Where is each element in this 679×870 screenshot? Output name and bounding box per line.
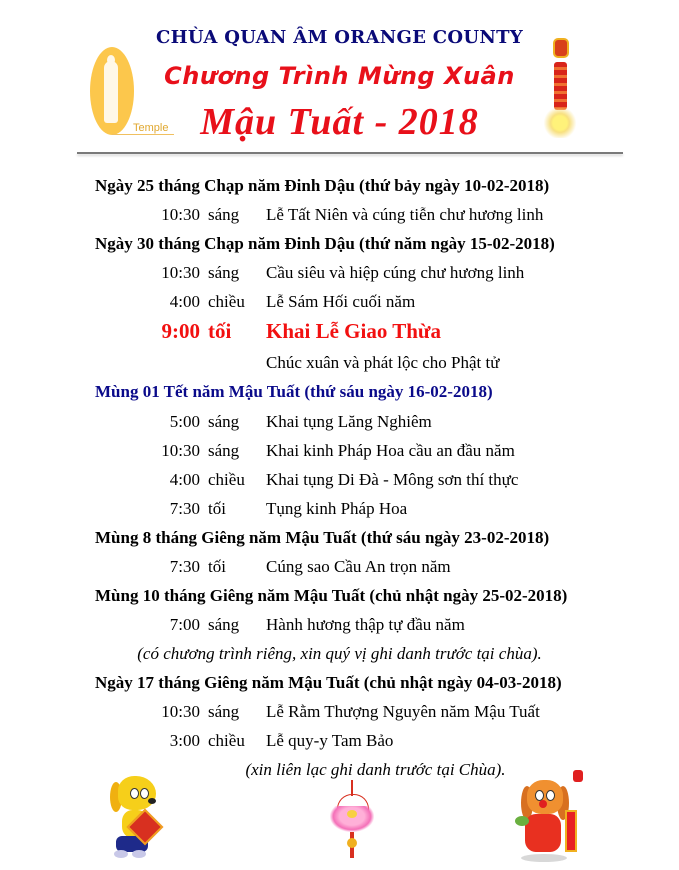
event-time: 3:00 (169, 731, 200, 750)
event-description: Cúng sao Cầu An trọn năm (266, 557, 451, 576)
event-row-highlight (0, 319, 679, 351)
event-row (0, 557, 679, 586)
event-row (0, 353, 679, 382)
header (0, 0, 679, 160)
event-time: 9:00 (161, 319, 200, 343)
event-time: 4:00 (169, 292, 200, 311)
event-time: 10:30 (161, 205, 200, 224)
event-time: 10:30 (161, 263, 200, 282)
lotus-lantern-icon (327, 780, 377, 860)
event-row (0, 263, 679, 292)
event-row (0, 615, 679, 644)
event-time: 4:00 (169, 470, 200, 489)
event-row (0, 412, 679, 441)
event-period: sáng (208, 412, 240, 431)
event-period: chiều (208, 731, 245, 750)
event-description: Khai kinh Pháp Hoa cầu an đầu năm (266, 441, 515, 460)
event-description: Chúc xuân và phát lộc cho Phật tử (266, 353, 500, 372)
day-heading: Ngày 25 tháng Chạp năm Đinh Dậu (thứ bảy ngày 10-02-2018) (95, 176, 550, 195)
event-period: chiều (208, 292, 245, 311)
event-period: tối (208, 557, 226, 576)
event-time: 7:30 (169, 499, 200, 518)
org-name: CHÙA QUAN ÂM ORANGE COUNTY (156, 27, 523, 48)
event-time: 10:30 (161, 441, 200, 460)
day-heading: Mùng 01 Tết năm Mậu Tuất (thứ sáu ngày 16-02-2018) (95, 382, 493, 401)
day-heading: Mùng 8 tháng Giêng năm Mậu Tuất (thứ sáu ngày 23-02-2018) (95, 528, 550, 547)
contact-note: (xin liên lạc ghi danh trước tại Chùa). (245, 760, 506, 779)
event-period: sáng (208, 615, 240, 634)
event-row (0, 702, 679, 731)
event-description: Cầu siêu và hiệp cúng chư hương linh (266, 263, 525, 282)
event-description: Tụng kinh Pháp Hoa (266, 499, 408, 518)
event-description: Lễ Tất Niên và cúng tiễn chư hương linh (266, 205, 544, 224)
event-time: 10:30 (161, 702, 200, 721)
event-row (0, 470, 679, 499)
event-time: 7:00 (169, 615, 200, 634)
logo-text: Temple (133, 122, 169, 134)
firecracker-icon (540, 38, 580, 143)
event-description: Khai Lễ Giao Thừa (266, 319, 442, 343)
event-time: 5:00 (169, 412, 200, 431)
event-period: chiều (208, 470, 245, 489)
registration-note: (có chương trình riêng, xin quý vị ghi danh trước tại chùa). (137, 644, 542, 663)
event-row (0, 441, 679, 470)
day-heading: Ngày 17 tháng Giêng năm Mậu Tuất (chủ nhật ngày 04-03-2018) (95, 673, 562, 692)
day-heading: Mùng 10 tháng Giêng năm Mậu Tuất (chủ nhật ngày 25-02-2018) (95, 586, 568, 605)
event-period: sáng (208, 205, 240, 224)
event-period: tối (208, 499, 226, 518)
event-description: Lễ Sám Hối cuối năm (266, 292, 416, 311)
event-description: Lễ Rằm Thượng Nguyên năm Mậu Tuất (266, 702, 540, 721)
event-period: sáng (208, 263, 240, 282)
event-row (0, 499, 679, 528)
event-period: sáng (208, 441, 240, 460)
event-row (0, 292, 679, 321)
note-row (0, 644, 679, 673)
event-time: 7:30 (169, 557, 200, 576)
year-title: Mậu Tuất - 2018 (200, 101, 479, 143)
header-separator (77, 152, 623, 154)
program-title: Chương Trình Mừng Xuân (164, 62, 515, 90)
orange-dog-mascot-icon (515, 770, 585, 865)
event-description: Khai tụng Di Đà - Mông sơn thí thực (266, 470, 519, 489)
day-heading: Ngày 30 tháng Chạp năm Đinh Dậu (thứ năm ngày 15-02-2018) (95, 234, 555, 253)
event-period: tối (208, 319, 232, 343)
event-description: Hành hương thập tự đầu năm (266, 615, 465, 634)
event-description: Khai tụng Lăng Nghiêm (266, 412, 432, 431)
yellow-dog-mascot-icon (110, 776, 170, 861)
event-row (0, 731, 679, 760)
event-row (0, 205, 679, 234)
event-description: Lễ quy-y Tam Bảo (266, 731, 394, 750)
event-period: sáng (208, 702, 240, 721)
